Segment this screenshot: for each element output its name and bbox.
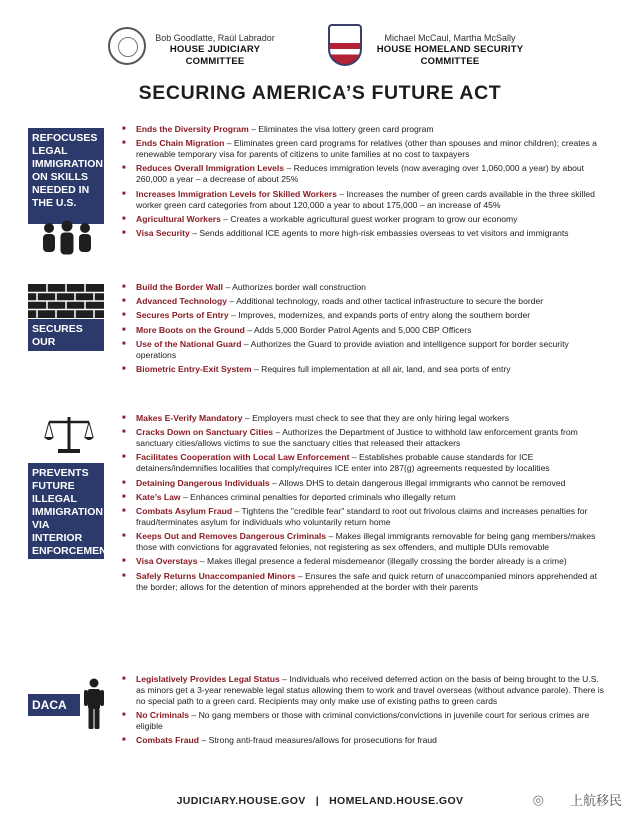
list-item xyxy=(122,339,610,361)
item-text: – Eliminates green card programs for relatives (other than spouses and minor children); creates a renewable temporary visa for parents of citizens to unite families at no cost to taxpayers xyxy=(136,138,597,160)
item-lead: More Boots on the Ground xyxy=(136,324,245,335)
item-text: – Enhances criminal penalties for deported criminals who illegally return xyxy=(180,491,456,502)
document-title: SECURING AMERICA’S FUTURE ACT xyxy=(138,82,502,104)
section-label: PREVENTS FUTURE ILLEGAL IMMIGRATION VIA INTERIOR ENFORCEMENT xyxy=(28,463,104,559)
item-text: – Sends additional ICE agents to more high-risk embassies overseas to vet visitors and immigrants xyxy=(189,227,569,238)
item-lead: Secures Ports of Entry xyxy=(136,310,229,321)
header-left xyxy=(150,32,280,68)
item-text: – Ensures the safe and quick return of unaccompanied minors apprehended at the border; allows for the detention of minors apprehended at the border with their parents xyxy=(136,570,597,592)
list-item xyxy=(122,413,610,424)
item-lead: No Criminals xyxy=(136,710,190,721)
list-item xyxy=(122,674,610,707)
list-item xyxy=(122,452,610,474)
item-text: – Employers must check to see that they are only hiring legal workers xyxy=(242,413,510,423)
list-item xyxy=(122,427,610,449)
item-text: – No gang members or those with criminal convictions/convictions in juvenile court for serious crimes are eligible xyxy=(136,710,590,732)
list-item xyxy=(122,506,610,528)
list-item xyxy=(122,492,610,503)
list-item xyxy=(122,325,610,336)
item-lead: Reduces Overall Immigration Levels xyxy=(136,163,285,174)
header-left-names: Bob Goodlatte, Raúl Labrador xyxy=(155,33,275,43)
item-text: – Requires full implementation at all air, land, and sea ports of entry xyxy=(251,363,511,374)
item-lead: Use of the National Guard xyxy=(136,338,242,349)
section-items xyxy=(122,413,610,596)
wechat-icon: ◎ xyxy=(532,792,544,807)
list-item xyxy=(122,214,610,225)
list-item xyxy=(122,310,610,321)
judiciary-seal-icon xyxy=(108,27,146,65)
section-items xyxy=(122,674,610,750)
item-lead: Advanced Technology xyxy=(136,296,228,307)
item-lead: Facilitates Cooperation with Local Law Enforcement xyxy=(136,452,350,463)
judiciary-link[interactable]: JUDICIARY.HOUSE.GOV xyxy=(176,795,306,807)
item-lead: Combats Asylum Fraud xyxy=(136,505,233,516)
section-items xyxy=(122,124,610,242)
homeland-security-seal-icon xyxy=(328,24,362,66)
brick-wall-icon xyxy=(28,284,104,318)
item-text: – Additional technology, roads and other tactical infrastructure to secure the border xyxy=(227,296,544,307)
item-text: – Improves, modernizes, and expands ports of entry along the southern border xyxy=(228,310,531,321)
item-text: – Authorizes the Guard to provide aviation and intelligence support for border security operations xyxy=(136,338,569,360)
item-text: – Strong anti-fraud measures/allows for prosecutions for fraud xyxy=(199,735,437,746)
list-item xyxy=(122,282,610,293)
item-lead: Visa Overstays xyxy=(136,556,198,567)
item-text: – Eliminates the visa lottery green card program xyxy=(248,124,434,134)
list-item xyxy=(122,478,610,489)
document-header xyxy=(0,24,640,68)
item-lead: Safely Returns Unaccompanied Minors xyxy=(136,570,296,581)
item-lead: Keeps Out and Removes Dangerous Criminals xyxy=(136,531,327,542)
header-right xyxy=(366,32,534,68)
item-lead: Makes E-Verify Mandatory xyxy=(136,413,243,423)
item-lead: Cracks Down on Sanctuary Cities xyxy=(136,427,274,438)
section-label: SECURES OUR BORDERS xyxy=(28,319,104,351)
item-lead: Ends Chain Migration xyxy=(136,138,225,149)
list-item xyxy=(122,710,610,732)
group-icon xyxy=(38,220,96,258)
header-right-committee: HOUSE HOMELAND SECURITY COMMITTEE xyxy=(376,44,524,67)
item-lead: Ends the Diversity Program xyxy=(136,124,249,134)
watermark-text: 上航移民 xyxy=(569,793,622,808)
list-item xyxy=(122,189,610,211)
list-item xyxy=(122,556,610,567)
list-item xyxy=(122,364,610,375)
scales-icon xyxy=(44,415,94,455)
item-lead: Legislatively Provides Legal Status xyxy=(136,674,280,684)
item-text: – Establishes probable cause standards for ICE detainers/indemnifies localities that comply/requires ICE enter into 287(g) agreements requested by localities xyxy=(136,452,550,474)
section-label: REFOCUSES LEGAL IMMIGRATION ON SKILLS NEEDED IN THE U.S. xyxy=(28,128,104,224)
item-text: – Increases the number of green cards available in the three skilled worker green card categories from about 120,000 a year to about 175,000 – an increase of 45% xyxy=(136,188,595,210)
person-icon xyxy=(82,678,106,730)
item-text: – Individuals who received deferred action on the basis of being brought to the U.S. as minors get a 3-year renewable legal status allowing them to work and travel overseas (without advance parole). There is no special path to a green card. Recipients may only make use of existing paths to green cards xyxy=(136,674,604,706)
item-text: – Tightens the "credible fear" standard to root out frivolous claims and increases penalties for fraud/terminates asylum for individuals who voluntarily return home xyxy=(136,505,588,527)
list-item xyxy=(122,138,610,160)
list-item xyxy=(122,124,610,135)
item-text: – Makes illegal immigrants removable for being gang members/makes those with convictions for aggravated felonies, not registering as sex offenders, and multiple DUIs removable xyxy=(136,531,596,553)
item-text: – Authorizes the Department of Justice to withhold law enforcement grants from sanctuary cities/allows victims to sue the sanctuary cities that released their attackers xyxy=(136,427,578,449)
item-text: – Allows DHS to detain dangerous illegal immigrants who cannot be removed xyxy=(269,477,566,488)
homeland-link[interactable]: HOMELAND.HOUSE.GOV xyxy=(329,795,464,807)
header-left-committee: HOUSE JUDICIARY COMMITTEE xyxy=(169,44,261,67)
footer-separator: | xyxy=(315,795,320,807)
item-text: – Authorizes border wall construction xyxy=(223,282,366,292)
document-footer xyxy=(0,795,640,807)
item-lead: Combats Fraud xyxy=(136,735,200,746)
item-text: – Creates a workable agricultural guest worker program to grow our economy xyxy=(220,213,518,224)
item-lead: Agricultural Workers xyxy=(136,213,221,224)
item-lead: Build the Border Wall xyxy=(136,282,224,292)
item-text: – Makes illegal presence a federal misdemeanor (illegally crossing the border already is a crime) xyxy=(197,556,567,567)
list-item xyxy=(122,735,610,746)
list-item xyxy=(122,531,610,553)
list-item xyxy=(122,163,610,185)
header-right-names: Michael McCaul, Martha McSally xyxy=(384,33,516,43)
item-lead: Biometric Entry-Exit System xyxy=(136,363,252,374)
item-lead: Visa Security xyxy=(136,227,190,238)
section-label: DACA xyxy=(28,694,80,716)
item-lead: Increases Immigration Levels for Skilled Workers xyxy=(136,188,337,199)
item-text: – Adds 5,000 Border Patrol Agents and 5,000 CBP Officers xyxy=(244,324,472,335)
list-item xyxy=(122,296,610,307)
list-item xyxy=(122,571,610,593)
section-items xyxy=(122,282,610,378)
list-item xyxy=(122,228,610,239)
item-lead: Detaining Dangerous Individuals xyxy=(136,477,270,488)
item-text: – Reduces immigration levels (now averaging over 1,060,000 a year) by about 260,000 a year – a decrease of about 25% xyxy=(136,163,585,185)
item-lead: Kate’s Law xyxy=(136,491,181,502)
